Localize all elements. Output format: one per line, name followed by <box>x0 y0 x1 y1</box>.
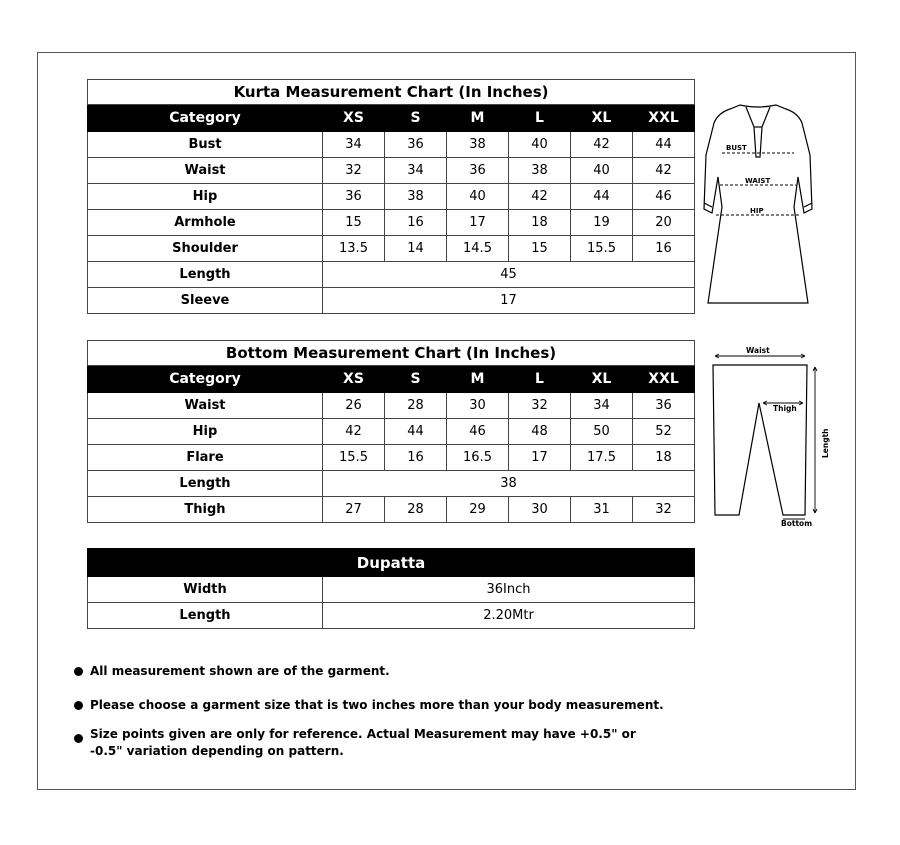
table-cell: 31 <box>571 497 633 523</box>
table-row <box>88 497 695 523</box>
table-cell: 16 <box>385 210 447 236</box>
bottom-label: Bottom <box>781 519 813 528</box>
table-cell: 17.5 <box>571 445 633 471</box>
table-cell: 17 <box>447 210 509 236</box>
table-cell: 15.5 <box>571 236 633 262</box>
table-cell: 16 <box>385 445 447 471</box>
note-text: All measurement shown are of the garment. <box>90 664 390 678</box>
table-cell: 44 <box>385 419 447 445</box>
table-cell: 34 <box>571 393 633 419</box>
table-cell: 16.5 <box>447 445 509 471</box>
table-cell: 32 <box>633 497 695 523</box>
table-cell: 36 <box>323 184 385 210</box>
table-row <box>88 393 695 419</box>
bottom-header-xs: XS <box>323 366 385 393</box>
table-cell: 18 <box>509 210 571 236</box>
table-cell: 30 <box>509 497 571 523</box>
table-row <box>88 236 695 262</box>
table-cell: 40 <box>509 132 571 158</box>
table-row <box>88 288 695 314</box>
row-label: Hip <box>88 419 323 445</box>
kurta-header-l: L <box>509 105 571 132</box>
table-cell: 2.20Mtr <box>323 603 695 629</box>
dupatta-table-title: Dupatta <box>88 549 695 577</box>
table-cell: 44 <box>571 184 633 210</box>
row-label: Hip <box>88 184 323 210</box>
table-cell: 34 <box>385 158 447 184</box>
list-item <box>70 663 690 680</box>
waist-label: WAIST <box>745 177 771 185</box>
table-row <box>88 445 695 471</box>
kurta-header-xl: XL <box>571 105 633 132</box>
table-cell: 19 <box>571 210 633 236</box>
table-row <box>88 471 695 497</box>
table-row <box>88 210 695 236</box>
table-cell: 38 <box>323 471 695 497</box>
table-cell: 42 <box>509 184 571 210</box>
bullet-icon <box>74 667 83 676</box>
table-cell: 17 <box>323 288 695 314</box>
bottom-header-xxl: XXL <box>633 366 695 393</box>
row-label: Sleeve <box>88 288 323 314</box>
note-text: Size points given are only for reference. Actual Measurement may have +0.5" or -0.5" variation depending on pattern. <box>90 727 636 758</box>
kurta-diagram <box>700 97 820 307</box>
table-cell: 36 <box>385 132 447 158</box>
table-cell: 14 <box>385 236 447 262</box>
table-cell: 48 <box>509 419 571 445</box>
table-row <box>88 184 695 210</box>
table-cell: 42 <box>633 158 695 184</box>
table-cell: 44 <box>633 132 695 158</box>
table-cell: 28 <box>385 497 447 523</box>
row-label: Waist <box>88 158 323 184</box>
row-label: Waist <box>88 393 323 419</box>
table-cell: 28 <box>385 393 447 419</box>
bottom-header-s: S <box>385 366 447 393</box>
kurta-header-s: S <box>385 105 447 132</box>
table-cell: 15.5 <box>323 445 385 471</box>
table-row <box>88 577 695 603</box>
table-cell: 42 <box>571 132 633 158</box>
bottom-header-m: M <box>447 366 509 393</box>
table-cell: 26 <box>323 393 385 419</box>
row-label: Length <box>88 262 323 288</box>
bottom-measurement-table <box>87 340 695 523</box>
table-cell: 46 <box>447 419 509 445</box>
table-cell: 45 <box>323 262 695 288</box>
dupatta-table <box>87 548 695 629</box>
kurta-header-xs: XS <box>323 105 385 132</box>
table-cell: 38 <box>509 158 571 184</box>
table-cell: 50 <box>571 419 633 445</box>
bottom-header-l: L <box>509 366 571 393</box>
row-label: Thigh <box>88 497 323 523</box>
table-cell: 38 <box>385 184 447 210</box>
table-cell: 52 <box>633 419 695 445</box>
row-label: Width <box>88 577 323 603</box>
table-cell: 40 <box>571 158 633 184</box>
note-text: Please choose a garment size that is two inches more than your body measurement. <box>90 698 664 712</box>
table-cell: 30 <box>447 393 509 419</box>
bottom-diagram <box>705 343 835 528</box>
bullet-icon <box>74 701 83 710</box>
kurta-measurement-table <box>87 79 695 314</box>
table-cell: 15 <box>323 210 385 236</box>
table-row <box>88 158 695 184</box>
row-label: Length <box>88 471 323 497</box>
table-cell: 34 <box>323 132 385 158</box>
row-label: Bust <box>88 132 323 158</box>
row-label: Flare <box>88 445 323 471</box>
table-cell: 42 <box>323 419 385 445</box>
length-label: Length <box>821 428 830 458</box>
table-cell: 18 <box>633 445 695 471</box>
table-cell: 46 <box>633 184 695 210</box>
table-cell: 20 <box>633 210 695 236</box>
table-cell: 15 <box>509 236 571 262</box>
table-cell: 32 <box>509 393 571 419</box>
notes-list <box>70 663 690 760</box>
kurta-header-category: Category <box>88 105 323 132</box>
row-label: Armhole <box>88 210 323 236</box>
table-cell: 13.5 <box>323 236 385 262</box>
table-cell: 16 <box>633 236 695 262</box>
waist-label: Waist <box>746 346 770 355</box>
table-cell: 32 <box>323 158 385 184</box>
table-cell: 27 <box>323 497 385 523</box>
table-row <box>88 262 695 288</box>
table-cell: 36 <box>633 393 695 419</box>
bottom-header-xl: XL <box>571 366 633 393</box>
table-cell: 40 <box>447 184 509 210</box>
bust-label: BUST <box>726 144 747 152</box>
kurta-header-m: M <box>447 105 509 132</box>
table-cell: 17 <box>509 445 571 471</box>
list-item <box>70 697 690 714</box>
table-cell: 14.5 <box>447 236 509 262</box>
kurta-table-title: Kurta Measurement Chart (In Inches) <box>88 80 695 105</box>
hip-label: HIP <box>750 207 764 215</box>
kurta-header-xxl: XXL <box>633 105 695 132</box>
table-row <box>88 603 695 629</box>
table-row <box>88 132 695 158</box>
table-row <box>88 419 695 445</box>
table-cell: 38 <box>447 132 509 158</box>
table-cell: 36 <box>447 158 509 184</box>
row-label: Shoulder <box>88 236 323 262</box>
bottom-header-category: Category <box>88 366 323 393</box>
table-cell: 29 <box>447 497 509 523</box>
bullet-icon <box>74 734 83 743</box>
row-label: Length <box>88 603 323 629</box>
bottom-table-title: Bottom Measurement Chart (In Inches) <box>88 341 695 366</box>
thigh-label: Thigh <box>773 404 797 413</box>
list-item <box>70 726 650 760</box>
table-cell: 36Inch <box>323 577 695 603</box>
